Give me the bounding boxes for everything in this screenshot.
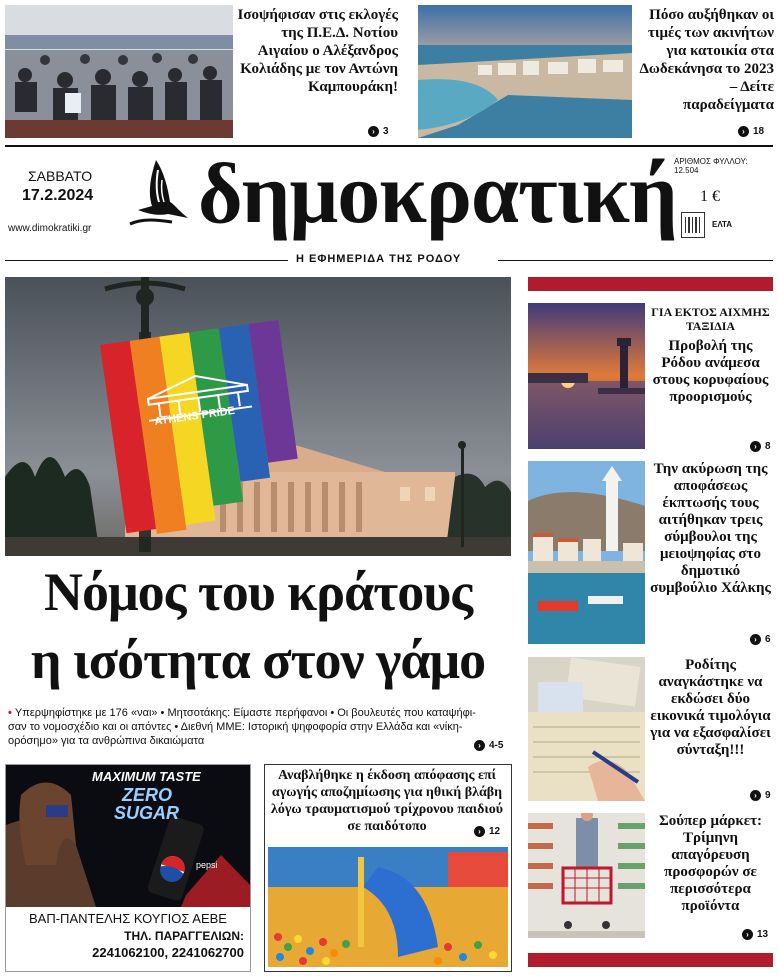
sidebar-bottom-bar <box>528 953 773 967</box>
arrow-icon: › <box>750 441 761 452</box>
top-right-page-ref[interactable]: › 18 <box>738 126 764 137</box>
parliament-pride-flag-photo <box>5 277 511 556</box>
main-page-ref[interactable]: › 4-5 <box>474 740 503 751</box>
ad-phones[interactable]: 2241062100, 2241062700 <box>92 945 244 960</box>
arrow-icon: › <box>474 740 485 751</box>
sidebar-1-kicker: ΓΙΑ ΕΚΤΟΣ ΑΙΧΜΗΣ ΤΑΞΙΔΙΑ <box>651 305 770 333</box>
masthead-tagline: Η ΕΦΗΜΕΡΙΔΑ ΤΗΣ ΡΟΔΟΥ <box>296 253 462 265</box>
masthead-day: ΣΑΒΒΑΤΟ <box>28 168 93 184</box>
arrow-icon: › <box>368 126 379 137</box>
pepsi-ad[interactable] <box>5 764 251 972</box>
sidebar-2-headline[interactable]: Την ακύρωση της αποφάσεως έκπτωσής τους αιτήθηκαν τρεις σύμβουλοι της μειοψηφίας στο δημοτικό συμβούλιο Χάλκης <box>650 461 771 596</box>
arrow-icon: › <box>474 826 485 837</box>
arrow-icon: › <box>738 126 749 137</box>
top-right-headline[interactable]: Πόσο αυξήθηκαν οι τιμές των ακινήτων για κατοικία στα Δωδεκάνησα το 2023 – Δείτε παραδείγματα <box>639 7 774 113</box>
main-headline-line1[interactable]: Νόμος του κράτους <box>43 562 473 622</box>
main-bullets <box>8 706 513 748</box>
ad-slogan-3: SUGAR <box>114 803 180 823</box>
sidebar-3-headline[interactable]: Ροδίτης αναγκάστηκε να εκδώσει δύο εικονικά τιμολόγια για να εξασφαλίσει σύνταξη!!! <box>650 657 771 758</box>
sidebar-1-page-ref[interactable]: › 8 <box>750 441 771 452</box>
masthead-tagline-line-right <box>498 260 773 261</box>
top-left-headline[interactable]: Ισοψήφισαν στις εκλογές της Π.Ε.Δ. Νοτίου Αιγαίου ο Αλέξανδρος Κολιάδης με τον Αντώνη Καμπουράκη! <box>237 7 398 95</box>
price: 1 € <box>700 188 720 205</box>
sidebar-4-headline[interactable]: Σούπερ μάρκετ: Τρίμηνη απαγόρευση προσφορών σε περισσότερα προϊόντα <box>658 813 763 914</box>
supermarket-photo <box>528 813 645 938</box>
flag-text: ATHENS PRIDE <box>153 404 236 428</box>
barcode-badge <box>681 212 705 238</box>
middle-story-page-ref[interactable]: › 12 <box>474 826 500 837</box>
arrow-icon: › <box>750 790 761 801</box>
dove-logo-icon <box>128 158 194 228</box>
bullets-line-3: ορόσημο» για τα ανθρώπινα δικαιώματα <box>8 735 205 747</box>
middle-story-headline[interactable]: Αναβλήθηκε η έκδοση απόφασης επί αγωγής αποζημίωσης για ηθική βλάβη λόγω τραυματισμού τρίχρονου παιδιού σε παιδότοπο <box>270 768 503 834</box>
sidebar-top-bar <box>528 277 773 291</box>
sidebar-4-page-ref[interactable]: › 13 <box>742 929 768 940</box>
masthead-title: δημοκρατική <box>198 145 677 241</box>
invoice-photo <box>528 657 645 801</box>
ad-image <box>6 765 250 907</box>
halki-photo <box>528 461 645 644</box>
ad-company: ΒΑΠ-ΠΑΝΤΕΛΗΣ ΚΟΥΓΙΟΣ ΑΕΒΕ <box>29 911 227 926</box>
sidebar-3-page-ref[interactable]: › 9 <box>750 790 771 801</box>
ad-slogan-2: ZERO <box>122 785 173 805</box>
sidebar-2-page-ref[interactable]: › 6 <box>750 634 771 645</box>
ad-slogan-1: MAXIMUM TASTE <box>92 769 201 784</box>
playground-photo <box>268 847 508 967</box>
ad-phone-label: ΤΗΛ. ΠΑΡΑΓΓΕΛΙΩΝ: <box>124 929 244 943</box>
elta-logo: ΕΛΤΑ <box>712 220 733 229</box>
ad-brand: pepsi <box>196 860 218 870</box>
arrow-icon: › <box>750 634 761 645</box>
masthead-website[interactable]: www.dimokratiki.gr <box>8 223 92 234</box>
bullets-line-2: σαν το νομοσχέδιο και οι απόντες • Διεθνή ΜΜΕ: Ιστορική ψηφοφορία στην Ελλάδα και «νίκη- <box>8 721 463 733</box>
rhodes-aerial-photo <box>418 5 632 138</box>
bullets-line-1: • Υπερψηφίστηκε με 176 «ναι» • Μητσοτάκης: Είμαστε περήφανοι • Οι βουλευτές που καταψήφι- <box>8 707 476 719</box>
arrow-icon: › <box>742 929 753 940</box>
main-headline-line2[interactable]: η ισότητα στον γάμο <box>30 630 486 690</box>
top-left-page-ref[interactable]: › 3 <box>368 126 389 137</box>
masthead-tagline-line-left <box>5 260 288 261</box>
masthead-date: 17.2.2024 <box>22 187 94 204</box>
issue-number: ΑΡΙΘΜΟΣ ΦΥΛΛΟΥ: 12.504 <box>674 157 748 175</box>
conference-photo <box>5 5 233 138</box>
rhodes-harbour-photo <box>528 303 645 449</box>
sidebar-1-headline[interactable]: Προβολή της Ρόδου ανάμεσα στους κορυφαίους προορισμούς <box>652 338 769 405</box>
